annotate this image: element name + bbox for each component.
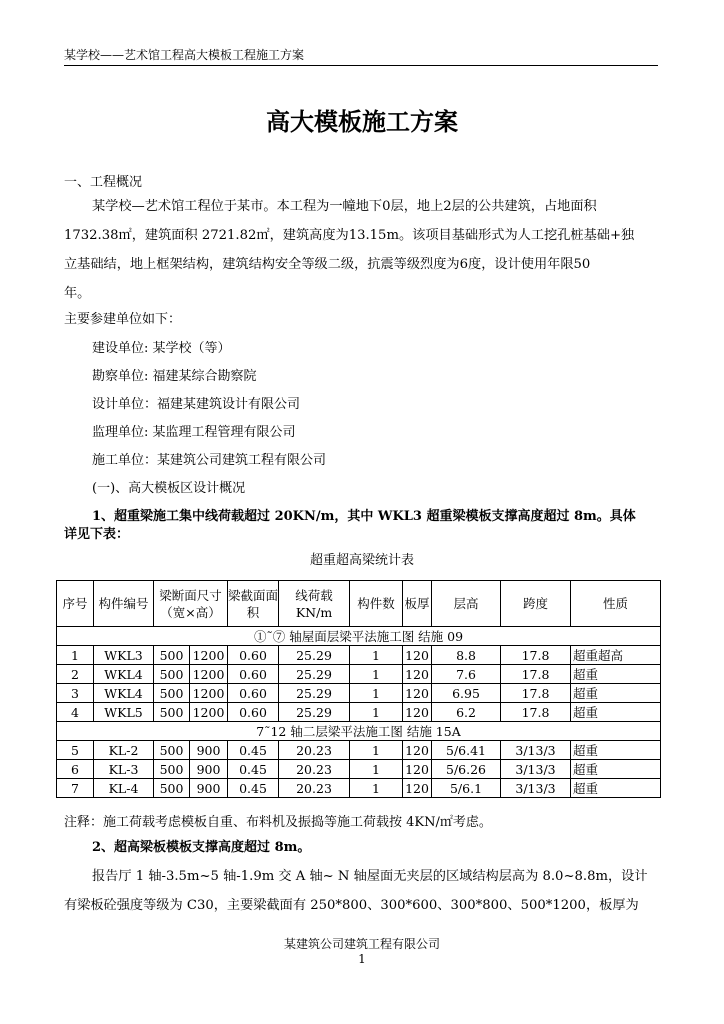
table-cell: 3/13/3 — [501, 760, 571, 779]
table-cell: 120 — [403, 646, 432, 665]
document-title: 高大模板施工方案 — [266, 108, 458, 136]
table-cell: 500 — [154, 779, 190, 798]
overview-line: 1732.38㎡，建筑面积 2721.82㎡，建筑高度为13.15m。该项目基础形式为人工挖孔桩基础+独 — [64, 228, 635, 243]
overview-line: 某学校—艺术馆工程位于某市。本工程为一幢地下0层，地上2层的公共建筑，占地面积 — [92, 199, 597, 214]
group-label: ①˜⑦ 轴屋面层梁平法施工图 结施 09 — [57, 627, 661, 646]
table-cell: 1 — [350, 684, 403, 703]
table-cell: 1 — [350, 760, 403, 779]
beam-stats-table — [56, 580, 661, 798]
table-cell: 17.8 — [501, 684, 571, 703]
table-cell: 5 — [57, 741, 94, 760]
participant-item: 施工单位：某建筑公司建筑工程有限公司 — [92, 453, 327, 468]
participant-item: 监理单位: 某监理工程管理有限公司 — [92, 425, 296, 440]
table-cell: 3 — [57, 684, 94, 703]
table-cell: 20.23 — [279, 760, 350, 779]
table-cell: 7.6 — [432, 665, 501, 684]
table-cell: 超重超高 — [571, 646, 661, 665]
table-cell: 1 — [350, 646, 403, 665]
table-cell: 25.29 — [279, 703, 350, 722]
table-cell: 120 — [403, 741, 432, 760]
page-footer — [0, 937, 724, 967]
point2-heading: 2、超高梁板模板支撑高度超过 8m。 — [92, 840, 311, 855]
table-cell: 3/13/3 — [501, 741, 571, 760]
overview-paragraph — [64, 197, 664, 313]
table-cell: 0.45 — [228, 760, 279, 779]
table-cell: 20.23 — [279, 779, 350, 798]
table-cell: 6.95 — [432, 684, 501, 703]
table-cell: 1200 — [190, 703, 228, 722]
participant-item: 建设单位: 某学校（等） — [92, 341, 231, 356]
table-cell: 500 — [154, 760, 190, 779]
table-cell: 1200 — [190, 646, 228, 665]
table-cell: 120 — [403, 703, 432, 722]
table-row — [57, 684, 661, 703]
table-row — [57, 703, 661, 722]
point1-line: 1、超重梁施工集中线荷载超过 20KN/m，其中 WKL3 超重梁模板支撑高度超过 8m。具体 — [92, 509, 636, 524]
header-cell: 线荷载KN/m — [279, 581, 350, 627]
page-number: 1 — [358, 952, 366, 966]
table-cell: 120 — [403, 779, 432, 798]
participant-item: 勘察单位: 福建某综合勘察院 — [92, 369, 257, 384]
table-cell: 500 — [154, 741, 190, 760]
table-cell: 1 — [350, 703, 403, 722]
table-cell: 1 — [57, 646, 94, 665]
table-cell: 17.8 — [501, 703, 571, 722]
table-cell: 25.29 — [279, 684, 350, 703]
table-cell: 0.60 — [228, 646, 279, 665]
table-header-row — [57, 581, 661, 627]
table-cell: 25.29 — [279, 665, 350, 684]
table-row — [57, 741, 661, 760]
participants-intro: 主要参建单位如下： — [64, 312, 182, 327]
table-cell: 120 — [403, 665, 432, 684]
table-cell: 1 — [350, 779, 403, 798]
table-row — [57, 646, 661, 665]
table-cell: 超重 — [571, 741, 661, 760]
header-cell: 层高 — [432, 581, 501, 627]
table-cell: 500 — [154, 684, 190, 703]
table-cell: 7 — [57, 779, 94, 798]
header-cell: 性质 — [571, 581, 661, 627]
header-cell: 构件数 — [350, 581, 403, 627]
table-cell: 500 — [154, 665, 190, 684]
header-cell: 梁截面面积 — [228, 581, 279, 627]
table-cell: 3/13/3 — [501, 779, 571, 798]
table-cell: 1200 — [190, 665, 228, 684]
table-cell: 0.45 — [228, 779, 279, 798]
table-cell: 900 — [190, 760, 228, 779]
table-cell: 900 — [190, 741, 228, 760]
table-cell: 1 — [350, 741, 403, 760]
table-cell: 4 — [57, 703, 94, 722]
footer-company: 某建筑公司建筑工程有限公司 — [283, 937, 440, 951]
header-cell: 构件编号 — [94, 581, 154, 627]
table-group-row — [57, 722, 661, 741]
table-cell: 6.2 — [432, 703, 501, 722]
header-cell: 梁断面尺寸（宽×高） — [154, 581, 228, 627]
overview-line: 立基础结，地上框架结构，建筑结构安全等级二级，抗震等级烈度为6度，设计使用年限50 — [64, 257, 591, 272]
table-cell: 20.23 — [279, 741, 350, 760]
table-cell: 500 — [154, 703, 190, 722]
table-cell: KL-4 — [94, 779, 154, 798]
overview-line: 年。 — [64, 286, 91, 301]
table-cell: 超重 — [571, 703, 661, 722]
table-cell: 17.8 — [501, 646, 571, 665]
table-cell: KL-2 — [94, 741, 154, 760]
table-cell: 25.29 — [279, 646, 350, 665]
table-cell: 6 — [57, 760, 94, 779]
table-cell: 120 — [403, 684, 432, 703]
table-cell: WKL4 — [94, 665, 154, 684]
table-group-row — [57, 627, 661, 646]
section-heading-overview: 一、工程概况 — [64, 175, 143, 190]
table-cell: 超重 — [571, 760, 661, 779]
table-cell: KL-3 — [94, 760, 154, 779]
header-cell: 序号 — [57, 581, 94, 627]
header-cell: 板厚 — [403, 581, 432, 627]
table-cell: 0.45 — [228, 741, 279, 760]
header-cell: 跨度 — [501, 581, 571, 627]
participant-item: 设计单位：福建某建筑设计有限公司 — [92, 397, 301, 412]
table-cell: 0.60 — [228, 684, 279, 703]
table-cell: 5/6.41 — [432, 741, 501, 760]
group-label: 7˜12 轴二层梁平法施工图 结施 15A — [57, 722, 661, 741]
table-cell: 超重 — [571, 665, 661, 684]
table-cell: 5/6.1 — [432, 779, 501, 798]
table-row — [57, 665, 661, 684]
table-cell: WKL3 — [94, 646, 154, 665]
final-line: 有梁板砼强度等级为 C30，主要梁截面有 250*800、300*600、300*800、500*1200，板厚为 — [64, 898, 639, 913]
table-cell: 1200 — [190, 684, 228, 703]
final-line: 报告厅 1 轴-3.5m~5 轴-1.9m 交 A 轴~ N 轴屋面无夹层的区域结构层高为 8.0~8.8m，设计 — [92, 869, 648, 884]
table-cell: 5/6.26 — [432, 760, 501, 779]
table-row — [57, 779, 661, 798]
table-cell: 120 — [403, 760, 432, 779]
table-cell: WKL5 — [94, 703, 154, 722]
table-note: 注释：施工荷载考虑模板自重、布料机及振捣等施工荷载按 4KN/㎡考虑。 — [64, 815, 492, 830]
page-header: 某学校——艺术馆工程高大模板工程施工方案 — [64, 46, 658, 66]
table-cell: 1 — [350, 665, 403, 684]
final-paragraph — [64, 867, 664, 925]
table-row — [57, 760, 661, 779]
table-cell: 0.60 — [228, 665, 279, 684]
table-cell: 0.60 — [228, 703, 279, 722]
table-cell: 超重 — [571, 684, 661, 703]
table-caption: 超重超高梁统计表 — [309, 553, 414, 568]
table-cell: 8.8 — [432, 646, 501, 665]
table-cell: 900 — [190, 779, 228, 798]
table-cell: 超重 — [571, 779, 661, 798]
point1-line: 详见下表： — [64, 527, 130, 542]
subsection-heading: (一)、高大模板区设计概况 — [92, 481, 246, 496]
table-cell: WKL4 — [94, 684, 154, 703]
table-cell: 17.8 — [501, 665, 571, 684]
table-cell: 2 — [57, 665, 94, 684]
table-cell: 500 — [154, 646, 190, 665]
